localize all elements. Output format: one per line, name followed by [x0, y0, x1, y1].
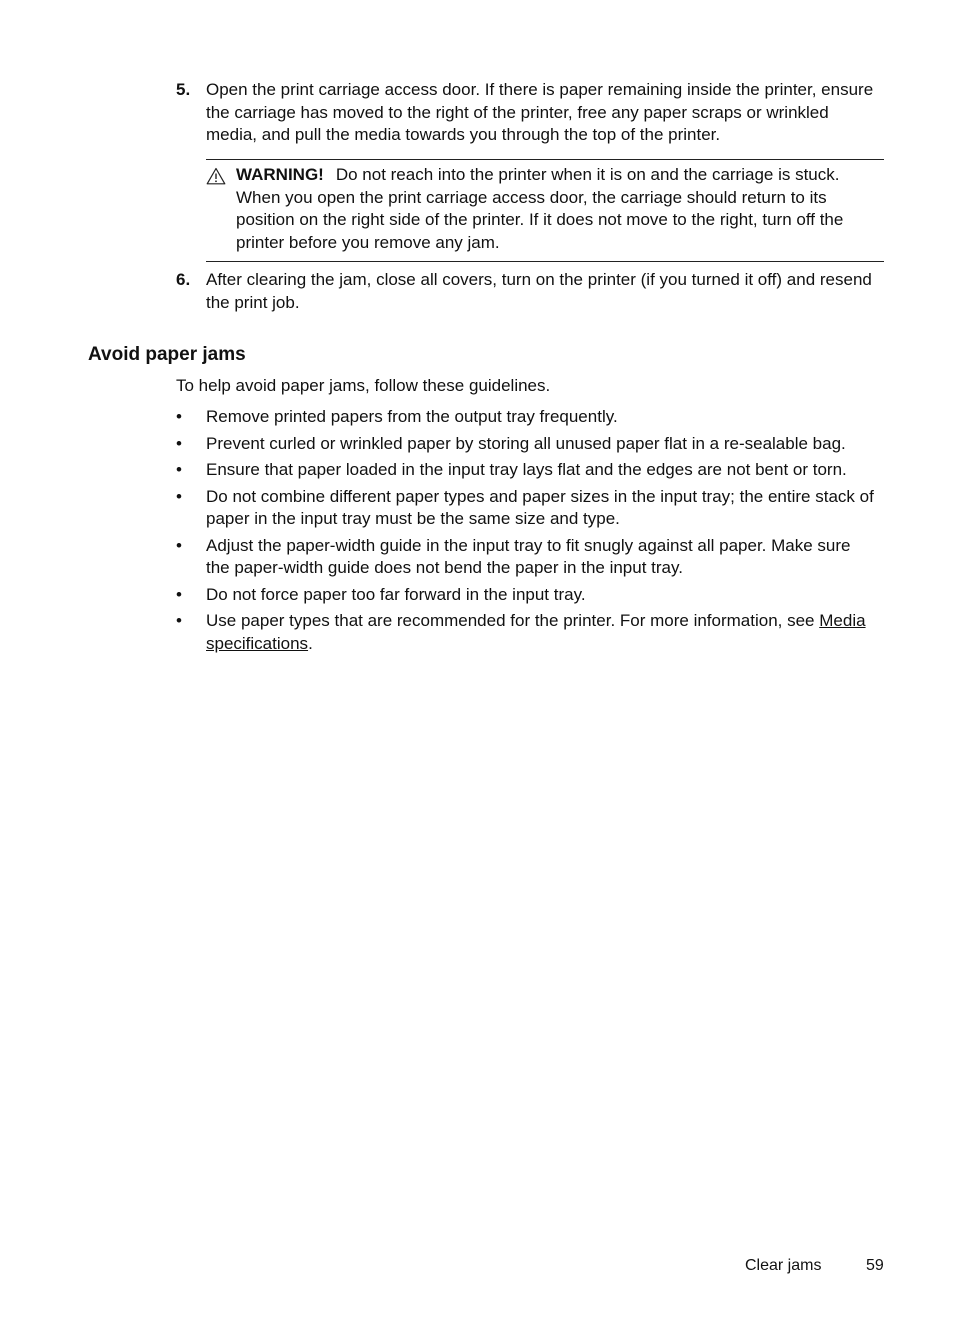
- bullet-icon: •: [176, 407, 182, 426]
- guideline-list: [176, 406, 876, 659]
- list-item: • Remove printed papers from the output tray frequently.: [176, 406, 876, 429]
- list-item: • Prevent curled or wrinkled paper by storing all unused paper flat in a re-sealable bag.: [176, 433, 876, 456]
- bullet-icon: •: [176, 460, 182, 479]
- step-6: [176, 269, 884, 314]
- section-title: Avoid paper jams: [88, 344, 246, 365]
- bullet-icon: •: [176, 584, 182, 604]
- bullet-icon: •: [176, 611, 182, 630]
- bullet-icon: •: [176, 433, 182, 453]
- warning-label: WARNING!: [236, 165, 324, 184]
- bullet-icon: •: [176, 535, 182, 555]
- step-number: 5.: [176, 80, 191, 99]
- bullet-icon: •: [176, 486, 182, 506]
- step-text: After clearing the jam, close all covers, turn on the printer (if you turned it off) and resend the print job.: [206, 270, 872, 312]
- step-5: [176, 79, 884, 147]
- list-item: • Adjust the paper-width guide in the input tray to fit snugly against all paper. Make sure the paper-width guide does not bend the paper in the input tray.: [176, 535, 851, 577]
- page-number: 59: [866, 1257, 884, 1274]
- list-item: • Use paper types that are recommended for the printer. For more information, see Media specifications.: [176, 611, 866, 653]
- section-intro: To help avoid paper jams, follow these guidelines.: [176, 376, 551, 395]
- list-item: • Ensure that paper loaded in the input tray lays flat and the edges are not bent or torn.: [176, 459, 876, 482]
- warning-text: Do not reach into the printer when it is on and the carriage is stuck. When you open the print carriage access door, the carriage should return to its position on the right side of the printer. If it does not move to the right, turn off the printer before you remove any jam.: [236, 165, 844, 252]
- step-text: Open the print carriage access door. If there is paper remaining inside the printer, ensure the carriage has moved to the right of the printer, free any paper scraps or wrinkled media, and pull the media towards you through the top of the printer.: [206, 80, 874, 144]
- list-item: • Do not force paper too far forward in the input tray.: [176, 584, 876, 607]
- step-number: 6.: [176, 270, 191, 289]
- warning-box: [206, 159, 884, 262]
- warning-triangle-icon: [206, 167, 226, 185]
- warning-body: [236, 164, 884, 254]
- list-item: • Do not combine different paper types and paper sizes in the input tray; the entire stack of paper in the input tray must be the same size and type.: [176, 486, 874, 528]
- footer-section-name: Clear jams: [745, 1257, 822, 1274]
- media-specifications-link[interactable]: Media specifications: [206, 611, 866, 653]
